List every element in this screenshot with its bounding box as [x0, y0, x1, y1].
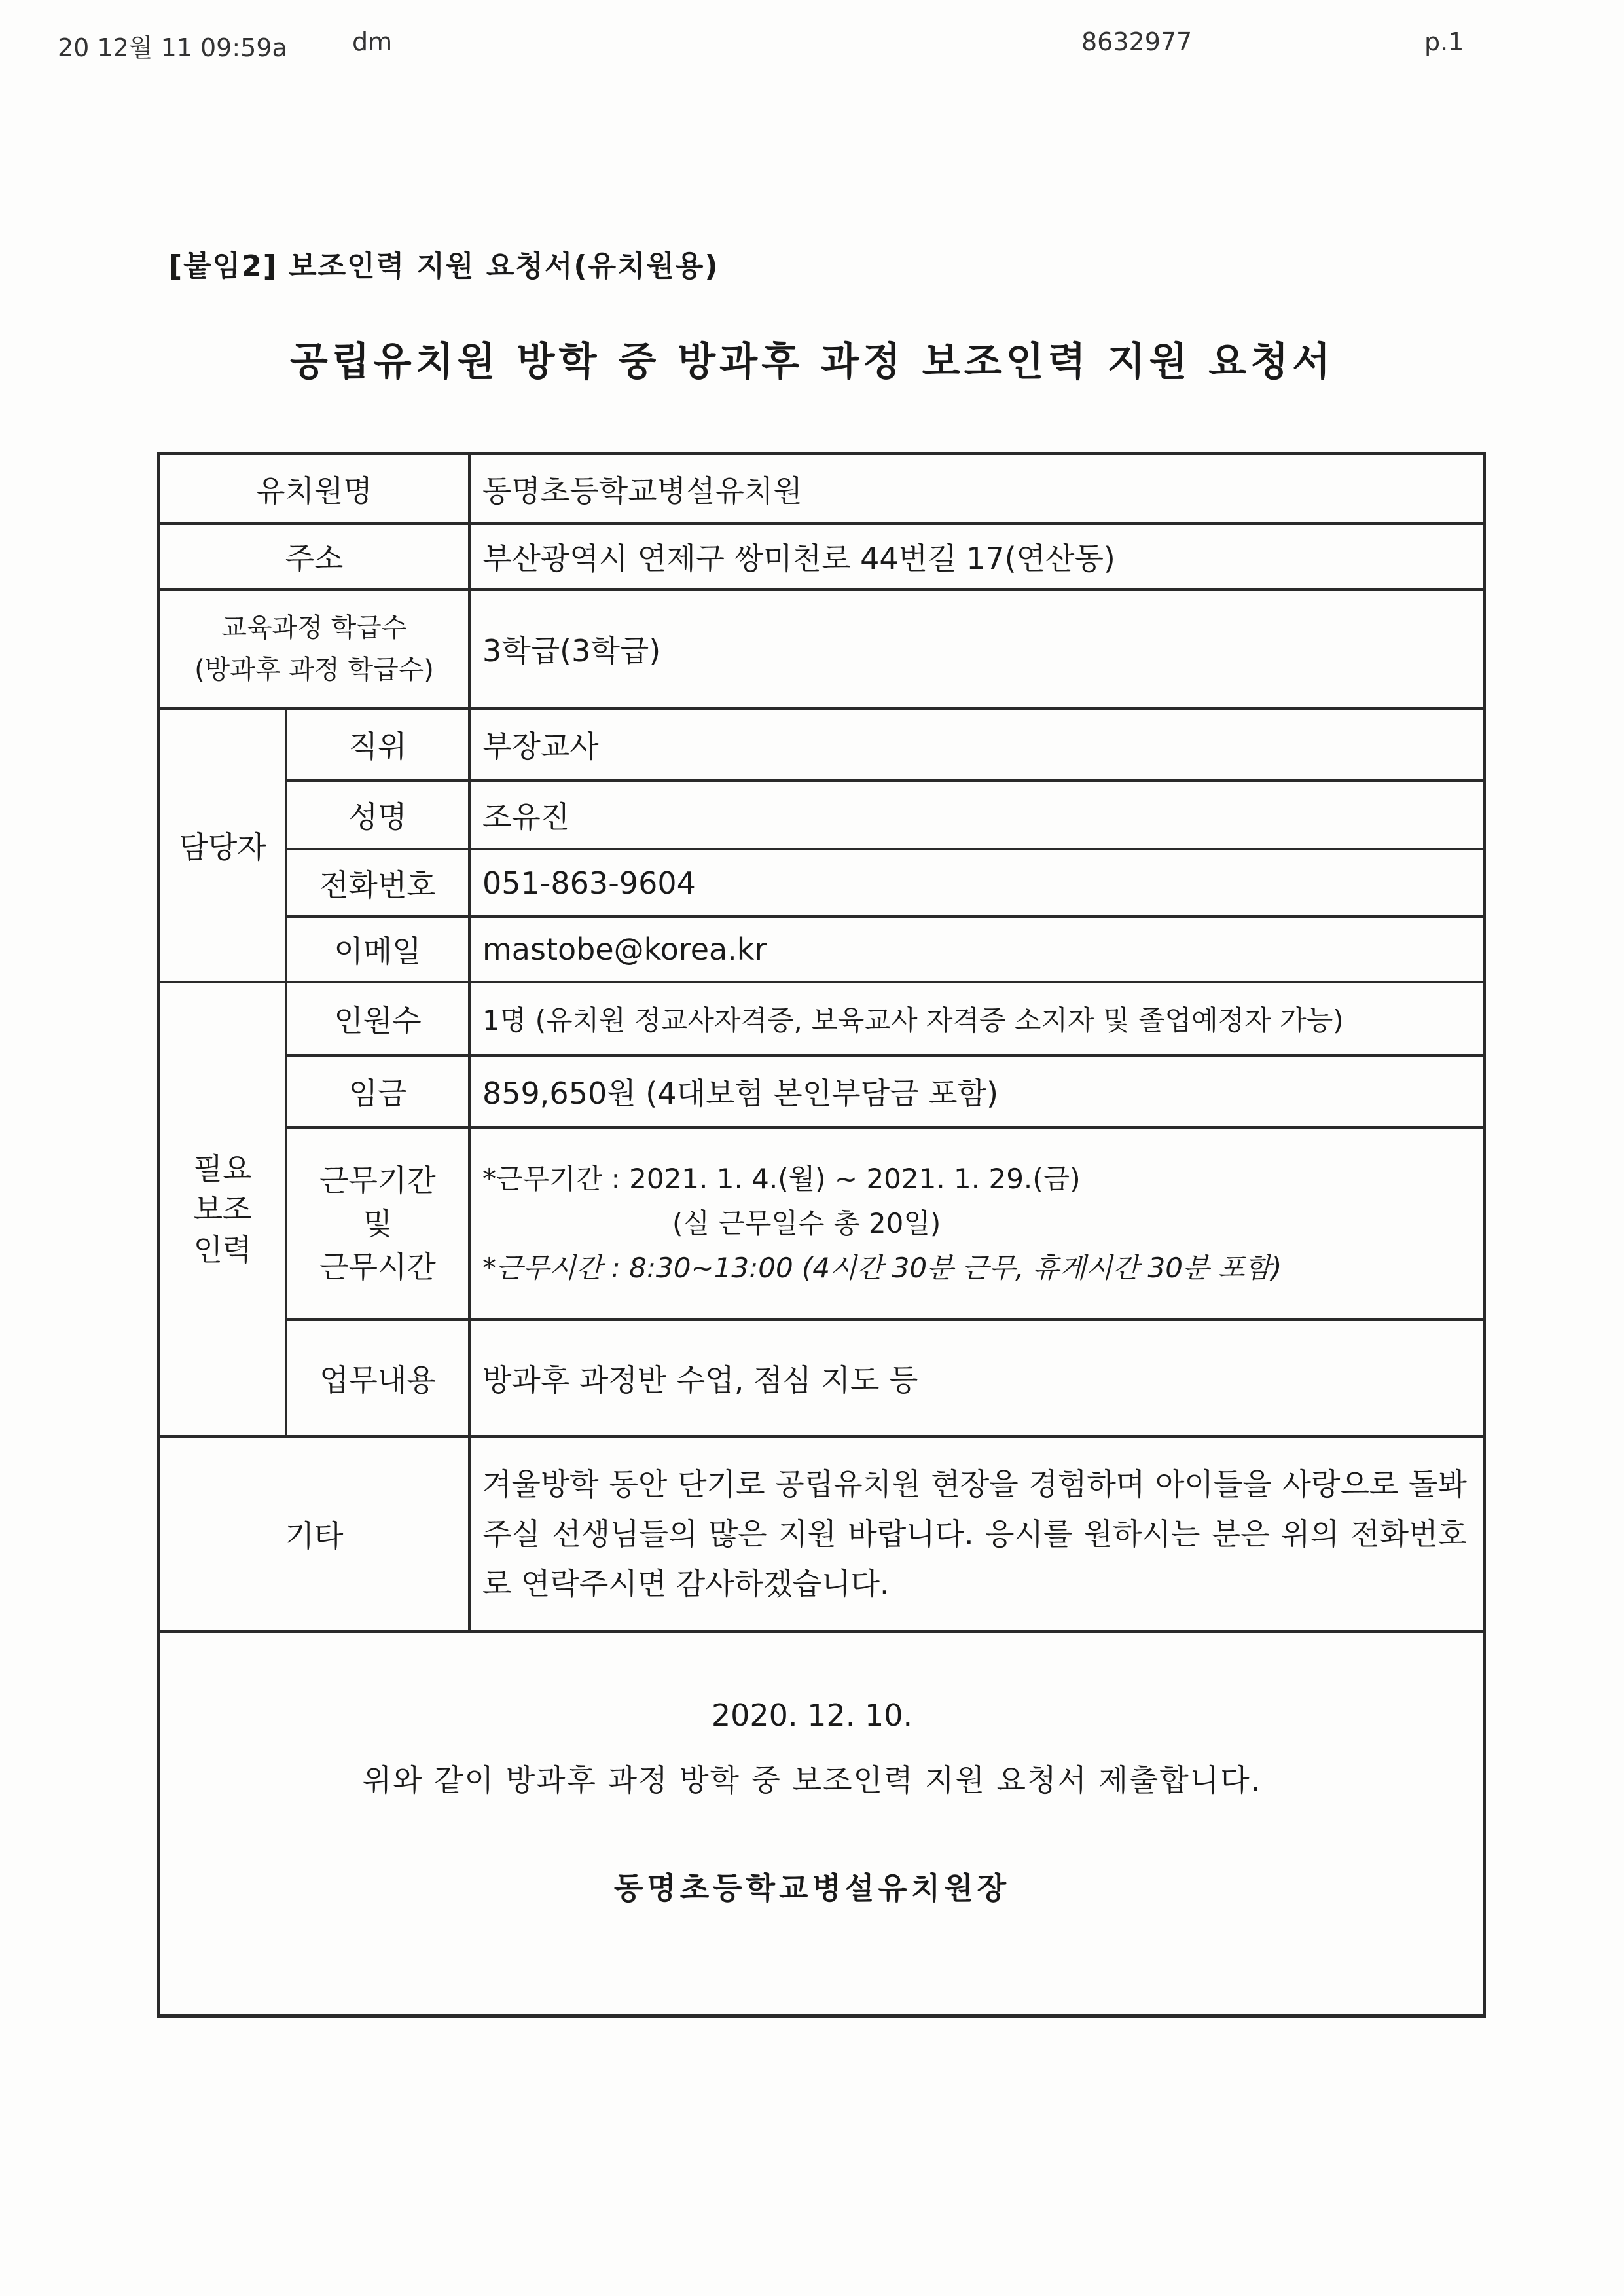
email-value: mastobe@korea.kr [482, 932, 767, 967]
class-count-label-line1: 교육과정 학급수 [221, 613, 407, 643]
work-hours-line: *근무시간 : 8:30~13:00 (4시간 30분 근무, 휴게시간 30분 포함) [482, 1251, 1282, 1284]
document-title: 공립유치원 방학 중 방과후 과정 보조인력 지원 요청서 [289, 339, 1335, 385]
name-label: 성명 [348, 799, 407, 835]
signer-name: 동명초등학교병설유치원장 [613, 1870, 1011, 1906]
email-label: 이메일 [334, 934, 422, 969]
required-staff-label-line3: 인력 [193, 1232, 252, 1267]
work-period-label-line3: 근무시간 [319, 1248, 436, 1285]
work-period-line: *근무기간 : 2021. 1. 4.(월) ~ 2021. 1. 29.(금) [482, 1162, 1081, 1195]
etc-label: 기타 [285, 1518, 344, 1554]
required-staff-label-line2: 보조 [193, 1192, 252, 1227]
etc-value: 겨울방학 동안 단기로 공립유치원 현장을 경험하며 아이들을 사랑으로 돌봐주실 선생님들의 많은 지원 바랍니다. 응시를 원하시는 분은 위의 전화번호로 연락주시면 감사하겠습니다. [482, 1467, 1467, 1601]
duties-label: 업무내용 [319, 1362, 436, 1398]
phone-label: 전화번호 [319, 867, 436, 903]
work-period-label [287, 1129, 468, 1318]
wage-value: 859,650원 (4대보험 본인부담금 포함) [482, 1076, 999, 1111]
address-value: 부산광역시 연제구 쌍미천로 44번길 17(연산동) [482, 541, 1115, 576]
kindergarten-name-label: 유치원명 [256, 473, 372, 509]
fax-datetime: 20 12월 11 09:59a [58, 33, 287, 62]
work-days-line: (실 근무일수 총 20일) [672, 1207, 941, 1239]
class-count-label-line2: (방과후 과정 학급수) [194, 655, 434, 685]
name-value: 조유진 [482, 799, 570, 835]
wage-label: 임금 [348, 1076, 407, 1111]
attachment-label: [붙임2] 보조인력 지원 요청서(유치원용) [169, 249, 719, 283]
position-label: 직위 [348, 729, 407, 764]
phone-value: 051-863-9604 [482, 865, 696, 901]
headcount-label: 인원수 [334, 1003, 422, 1038]
position-value: 부장교사 [482, 729, 599, 764]
fax-number: 8632977 [1081, 27, 1193, 56]
address-label: 주소 [285, 541, 344, 576]
kindergarten-name-value: 동명초등학교병설유치원 [482, 473, 803, 509]
required-staff-group-label [160, 983, 285, 1435]
fax-sender: dm [352, 27, 393, 56]
class-count-label [160, 591, 468, 707]
duties-value: 방과후 과정반 수업, 점심 지도 등 [482, 1362, 918, 1398]
fax-page-number: p.1 [1424, 27, 1464, 56]
class-count-value: 3학급(3학급) [482, 633, 661, 668]
required-staff-label-line1: 필요 [193, 1151, 252, 1186]
issue-date: 2020. 12. 10. [711, 1698, 913, 1733]
contact-group-label: 담당자 [179, 829, 266, 865]
work-period-value [471, 1129, 1479, 1318]
work-period-label-line1: 근무기간 [319, 1162, 436, 1198]
work-period-label-line2: 및 [363, 1205, 393, 1241]
headcount-value: 1명 (유치원 정교사자격증, 보육교사 자격증 소지자 및 졸업예정자 가능) [482, 1004, 1344, 1036]
submission-statement: 위와 같이 방과후 과정 방학 중 보조인력 지원 요청서 제출합니다. [362, 1762, 1262, 1798]
